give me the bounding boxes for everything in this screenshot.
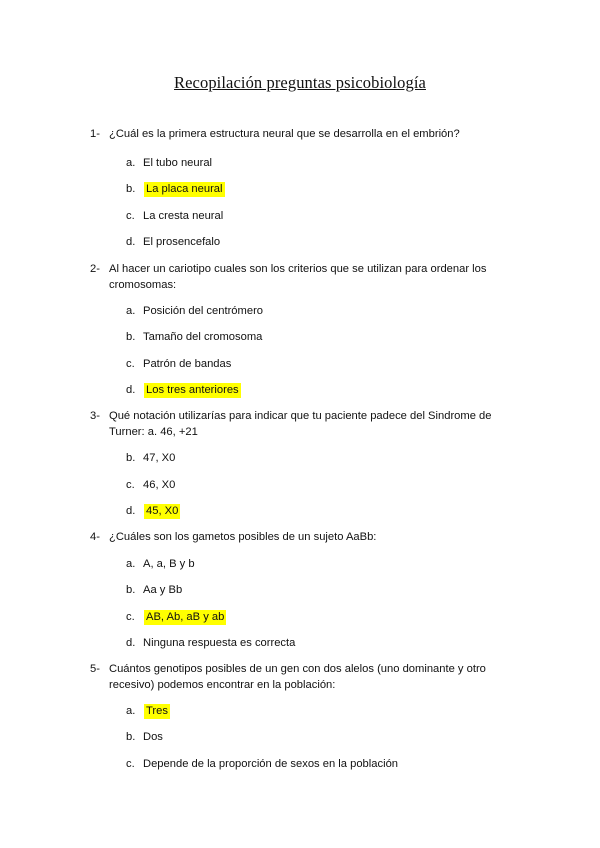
highlighted-answer: La placa neural bbox=[146, 183, 223, 195]
question-number: 1- bbox=[90, 128, 100, 140]
question-text: ¿Cuál es la primera estructura neural que se desarrolla en el embrión? bbox=[109, 128, 460, 140]
option-letter: b. bbox=[126, 331, 136, 343]
option-letter: a. bbox=[126, 157, 136, 169]
option-text: A, a, B y b bbox=[143, 558, 195, 570]
option-letter: c. bbox=[126, 479, 135, 491]
question-number: 3- bbox=[90, 410, 100, 422]
option-letter: c. bbox=[126, 758, 135, 770]
option-text: Tamaño del cromosoma bbox=[143, 331, 263, 343]
option-letter: d. bbox=[126, 384, 136, 396]
option-letter: d. bbox=[126, 505, 136, 517]
option-letter: b. bbox=[126, 183, 136, 195]
option-letter: d. bbox=[126, 236, 136, 248]
option-letter: a. bbox=[126, 305, 136, 317]
highlighted-answer: Tres bbox=[146, 705, 168, 717]
option-text: Depende de la proporción de sexos en la población bbox=[143, 758, 399, 770]
question-number: 5- bbox=[90, 663, 100, 675]
option-text: La cresta neural bbox=[143, 210, 224, 222]
option-letter: a. bbox=[126, 558, 136, 570]
option-text: Dos bbox=[143, 731, 163, 743]
option-text: 47, X0 bbox=[143, 452, 176, 464]
page-title: Recopilación preguntas psicobiología bbox=[174, 73, 426, 92]
question-text: ¿Cuáles son los gametos posibles de un sujeto AaBb: bbox=[109, 531, 377, 543]
option-letter: c. bbox=[126, 210, 135, 222]
option-letter: a. bbox=[126, 705, 136, 717]
option-text: Ninguna respuesta es correcta bbox=[143, 637, 296, 649]
option-letter: c. bbox=[126, 611, 135, 623]
question-text: Qué notación utilizarías para indicar que tu paciente padece del Sindrome de Turner: a. 46, +21 bbox=[109, 410, 492, 438]
highlighted-answer: AB, Ab, aB y ab bbox=[146, 611, 225, 623]
option-text: Posición del centrómero bbox=[143, 305, 264, 317]
highlighted-answer: Los tres anteriores bbox=[146, 384, 239, 396]
option-letter: b. bbox=[126, 452, 136, 464]
question-number: 2- bbox=[90, 263, 100, 275]
option-letter: b. bbox=[126, 584, 136, 596]
option-letter: c. bbox=[126, 358, 135, 370]
question-text: Cuántos genotipos posibles de un gen con dos alelos (uno dominante y otro recesivo) podemos encontrar en la población: bbox=[109, 663, 486, 691]
option-text: 46, X0 bbox=[143, 479, 176, 491]
question-number: 4- bbox=[90, 531, 100, 543]
highlighted-answer: 45, X0 bbox=[146, 505, 179, 517]
option-text: El tubo neural bbox=[143, 157, 213, 169]
option-letter: b. bbox=[126, 731, 136, 743]
option-text: El prosencefalo bbox=[143, 236, 221, 248]
option-text: Patrón de bandas bbox=[143, 358, 232, 370]
option-text: Aa y Bb bbox=[143, 584, 183, 596]
option-letter: d. bbox=[126, 637, 136, 649]
question-text: Al hacer un cariotipo cuales son los criterios que se utilizan para ordenar los cromosomas: bbox=[109, 263, 487, 291]
